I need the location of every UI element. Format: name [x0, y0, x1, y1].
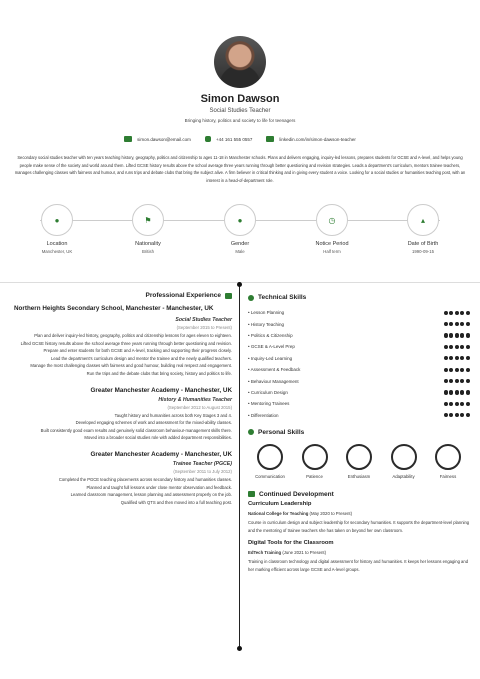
- profile-photo: [214, 36, 266, 88]
- timeline-line: [239, 284, 240, 649]
- personal-skills-row: [248, 444, 470, 479]
- job-bullet: Learned classroom management, lesson planning and assessment properly on the job.: [70, 492, 232, 498]
- experience-heading: [14, 292, 232, 299]
- skill-level-dot: [455, 368, 459, 372]
- skill-level-dot: [444, 311, 448, 315]
- skill-level-dot: [449, 368, 453, 372]
- linkedin-icon: [266, 136, 274, 142]
- skill-level-dot: [460, 322, 464, 326]
- skill-level-dot: [460, 379, 464, 383]
- personal-skill: [382, 444, 426, 479]
- course-date: (May 2020 to Present): [309, 510, 353, 516]
- skill-level-dot: [449, 311, 453, 315]
- skill-level-dot: [449, 379, 453, 383]
- skill-level-dot: [466, 333, 470, 337]
- skill-name: • Politics & Citizenship: [248, 333, 293, 338]
- skill-level-dots: [444, 368, 471, 372]
- info-label: Date of Birth: [407, 241, 439, 247]
- job-bullet: Lifted GCSE history results above the school average three years running through better questioning and revision.: [20, 340, 232, 346]
- skill-level-dot: [466, 402, 470, 406]
- timeline-dot-bottom: [237, 646, 242, 651]
- skill-name: • Differentiation: [248, 413, 279, 418]
- skill-level-dot: [466, 322, 470, 326]
- info-label: Nationality: [135, 241, 161, 247]
- info-label: Location: [46, 241, 68, 247]
- skill-level-dot: [455, 322, 459, 326]
- job-bullet: Qualified with QTS and then moved into a full teaching post.: [120, 499, 232, 505]
- skill-ring: [346, 444, 372, 470]
- skill-level-dot: [455, 333, 459, 337]
- skill-level-dots: [444, 345, 471, 349]
- skill-level-dot: [455, 345, 459, 349]
- skill-level-dot: [449, 356, 453, 360]
- skill-row: [248, 330, 470, 341]
- job-entry: [14, 451, 232, 506]
- skill-level-dot: [466, 311, 470, 315]
- job-description: [14, 412, 232, 442]
- skill-level-dot: [444, 402, 448, 406]
- personal-skills-section: [248, 429, 470, 479]
- info-location: [12, 204, 102, 254]
- skill-level-dot: [460, 345, 464, 349]
- job-bullet: Moved into a broader social studies role with added department responsibilities.: [84, 435, 232, 441]
- info-notice-period: [287, 204, 377, 254]
- personal-skill: [248, 444, 292, 479]
- skill-level-dot: [444, 322, 448, 326]
- chart-icon: [248, 491, 255, 497]
- skills-list: [248, 307, 470, 421]
- skill-level-dot: [455, 311, 459, 315]
- job-title: Social Studies Teacher: [209, 108, 271, 114]
- profile-summary: Secondary social studies teacher with ten years teaching history, geography, politics and citizenship to ages 11-18 in Manchester schools. Plans and delivers engaging, inquiry-led lessons, prepares students for GCSE and A-level, and helps young people make sense of the society and world around them. Lifted GCSE history results above the school average three years running through better questioning and revision strategies. Leads a department's curriculum, mentors trainee teachers, manages challenging classes with fairness and humour, and runs trips and debate clubs that bring the subject alive. A firm believer in critical thinking and in giving every student a voice. Looking for a social studies or humanities teaching post, with an interest in a head-of-department role.: [14, 155, 466, 183]
- skill-name: • Assessment & Feedback: [248, 367, 300, 372]
- job-bullet: Plan and deliver inquiry-led history, geography, politics and citizenship lessons for ages eleven to eighteen.: [34, 333, 232, 338]
- job-bullet: Run the trips and the debate clubs that bring society, history and politics to life.: [86, 370, 232, 376]
- email-icon: [124, 136, 132, 142]
- job-organisation: Northern Heights Secondary School, Manchester - Manchester, UK: [14, 305, 214, 312]
- skill-row: [248, 387, 470, 398]
- course-description: Course in curriculum design and subject leadership for secondary humanities. It supports the department-level planning and the mentoring of trainee teachers she has taken on beyond her own classroom.: [248, 519, 470, 533]
- skill-level-dot: [460, 311, 464, 315]
- info-value: Half term: [323, 249, 341, 254]
- skill-level-dot: [444, 345, 448, 349]
- development-heading-text: Continued Development: [259, 490, 334, 498]
- skill-level-dot: [444, 379, 448, 383]
- info-label: Notice Period: [315, 241, 349, 247]
- development-section: [248, 491, 470, 573]
- skill-level-dot: [449, 413, 453, 417]
- skill-level-dot: [466, 368, 470, 372]
- course-title: Curriculum Leadership: [248, 500, 312, 507]
- course-date: (June 2021 to Present): [282, 550, 327, 556]
- skill-level-dots: [444, 311, 471, 315]
- personal-skill-label: Enthusiasm: [347, 473, 371, 479]
- technical-skills-heading-text: Technical Skills: [258, 294, 307, 301]
- personal-skills-heading: [248, 429, 470, 436]
- skill-name: • Curriculum Design: [248, 390, 288, 395]
- skill-level-dot: [466, 356, 470, 360]
- skill-name: • GCSE & A-Level Prep: [248, 344, 295, 349]
- experience-heading-text: Professional Experience: [145, 292, 221, 299]
- info-date-of-birth: [378, 204, 468, 254]
- skill-level-dots: [444, 390, 471, 394]
- job-bullet: Completed the PGCE teaching placements across secondary history and humanities classes.: [58, 476, 232, 482]
- experience-column: [14, 292, 232, 506]
- contact-linkedin[interactable]: [266, 136, 356, 142]
- skill-name: • History Teaching: [248, 322, 284, 327]
- skill-level-dots: [444, 413, 471, 417]
- personal-skill-label: Fairness: [439, 473, 457, 479]
- skill-level-dot: [455, 413, 459, 417]
- cake-icon: ▴: [407, 204, 439, 236]
- job-date: (September 2012 to August 2015): [167, 404, 232, 410]
- course-meta: [248, 511, 470, 516]
- skill-ring: [391, 444, 417, 470]
- skill-name: • Inquiry-Led Learning: [248, 356, 292, 361]
- skill-row: [248, 353, 470, 364]
- skill-name: • Behaviour Management: [248, 379, 299, 384]
- skill-level-dot: [460, 413, 464, 417]
- personal-skill: [426, 444, 470, 479]
- tagline: Bringing history, politics and society to life for teenagers: [184, 118, 296, 123]
- skill-row: [248, 375, 470, 386]
- skill-level-dot: [455, 390, 459, 394]
- flag-icon: ⚑: [132, 204, 164, 236]
- briefcase-icon: [225, 293, 232, 299]
- personal-skill-label: Communication: [255, 473, 285, 479]
- skill-level-dots: [444, 379, 471, 383]
- job-bullet: Built consistently good exam results and genuinely solid classroom behaviour-management skills there.: [40, 427, 232, 433]
- personal-skill: [337, 444, 381, 479]
- info-nationality: [103, 204, 193, 254]
- skill-level-dot: [460, 402, 464, 406]
- job-role: History & Humanities Teacher: [158, 396, 232, 403]
- personal-skill: [293, 444, 337, 479]
- skill-level-dots: [444, 322, 471, 326]
- course-provider: National College for Teaching: [248, 510, 309, 516]
- personal-info-row: [0, 204, 480, 264]
- skill-level-dot: [444, 368, 448, 372]
- skill-level-dot: [466, 379, 470, 383]
- job-entry: [14, 305, 232, 378]
- location-pin-icon: ●: [41, 204, 73, 236]
- job-bullet: Prepare and enter students for both GCSE and A-level, tracking and supporting their progress closely.: [43, 348, 232, 354]
- job-date: (September 2011 to July 2012): [173, 468, 232, 474]
- skill-level-dot: [455, 379, 459, 383]
- course-description: Training in classroom technology and digital assessment for history and humanities. It keeps her lessons engaging and her marking efficient across large GCSE and A-level groups.: [248, 559, 469, 572]
- skill-row: [248, 364, 470, 375]
- job-bullet: Taught history and humanities across both Key Stages 3 and 4.: [114, 412, 232, 418]
- contact-email[interactable]: [124, 136, 191, 142]
- skill-level-dots: [444, 402, 471, 406]
- skill-ring: [257, 444, 283, 470]
- job-role: Social Studies Teacher: [175, 317, 232, 323]
- job-organisation: Greater Manchester Academy - Manchester, UK: [90, 450, 232, 458]
- skills-column: [248, 294, 470, 573]
- skill-level-dot: [460, 356, 464, 360]
- course-title: Digital Tools for the Classroom: [248, 540, 334, 547]
- job-description: [14, 476, 232, 506]
- technical-skills-heading: [248, 294, 470, 301]
- personal-skill-label: Adaptability: [392, 473, 415, 479]
- skill-level-dot: [449, 390, 453, 394]
- course-provider: EdTech Training: [248, 550, 282, 556]
- phone-text: +44 161 555 0557: [215, 136, 253, 142]
- job-date: (September 2015 to Present): [176, 325, 232, 330]
- job-organisation: Greater Manchester Academy - Manchester, UK: [90, 386, 232, 394]
- job-role: Trainee Teacher (PGCE): [172, 460, 232, 467]
- course-meta: [248, 550, 470, 555]
- linkedin-text: linkedin.com/in/simon-dawson-teacher: [279, 136, 356, 142]
- development-heading: [248, 491, 470, 498]
- job-bullet: Developed engaging schemes of work and assessment for the mixed-ability classes.: [75, 420, 232, 426]
- job-entry: [14, 387, 232, 442]
- skill-row: [248, 398, 470, 409]
- phone-icon: [205, 136, 211, 142]
- skill-level-dot: [444, 333, 448, 337]
- skill-level-dot: [460, 368, 464, 372]
- skill-row: [248, 341, 470, 352]
- skill-level-dot: [449, 322, 453, 326]
- job-description: [14, 332, 232, 378]
- skill-level-dot: [455, 402, 459, 406]
- timeline-dot-top: [237, 282, 242, 287]
- skill-name: • Mentoring Trainees: [248, 401, 289, 406]
- skill-level-dots: [444, 356, 471, 360]
- personal-skills-heading-text: Personal Skills: [258, 428, 305, 436]
- skill-level-dot: [455, 356, 459, 360]
- skill-level-dot: [466, 390, 470, 394]
- skill-ring: [435, 444, 461, 470]
- job-bullet: Planned and taught full lessons under close mentor observation and feedback.: [86, 484, 232, 490]
- lightbulb-icon: [248, 295, 254, 301]
- skill-row: [248, 307, 470, 318]
- skill-level-dot: [460, 390, 464, 394]
- skill-level-dot: [466, 345, 470, 349]
- skill-level-dot: [444, 413, 448, 417]
- skill-level-dot: [444, 390, 448, 394]
- skill-level-dot: [444, 356, 448, 360]
- skill-level-dot: [449, 333, 453, 337]
- person-name: Simon Dawson: [200, 93, 280, 105]
- info-value: British: [142, 249, 154, 254]
- skill-name: • Lesson Planning: [248, 310, 284, 315]
- job-bullet: Lead the department's curriculum design and mentor the trainee and the newly qualified teachers.: [51, 355, 232, 361]
- info-label: Gender: [230, 241, 250, 247]
- email-text: simon.dawson@email.com: [137, 136, 191, 142]
- skill-row: [248, 318, 470, 329]
- contact-bar: [0, 136, 480, 142]
- info-value: Manchester, UK: [41, 249, 73, 254]
- personal-skill-label: Patience: [306, 473, 323, 479]
- clock-icon: ◷: [316, 204, 348, 236]
- user-icon: ●: [224, 204, 256, 236]
- info-value: 1990-09-15: [412, 249, 434, 254]
- skill-level-dot: [449, 402, 453, 406]
- contact-phone[interactable]: [205, 136, 252, 142]
- skill-level-dot: [449, 345, 453, 349]
- skill-row: [248, 410, 470, 421]
- skill-level-dot: [466, 413, 470, 417]
- skill-level-dots: [444, 333, 471, 337]
- heart-icon: [248, 429, 254, 435]
- skill-ring: [302, 444, 328, 470]
- info-value: Male: [235, 249, 245, 254]
- job-bullet: Manage the most challenging classes with fairness and good humour, building real respect and engagement.: [30, 363, 232, 369]
- skill-level-dot: [460, 333, 464, 337]
- info-gender: [195, 204, 285, 254]
